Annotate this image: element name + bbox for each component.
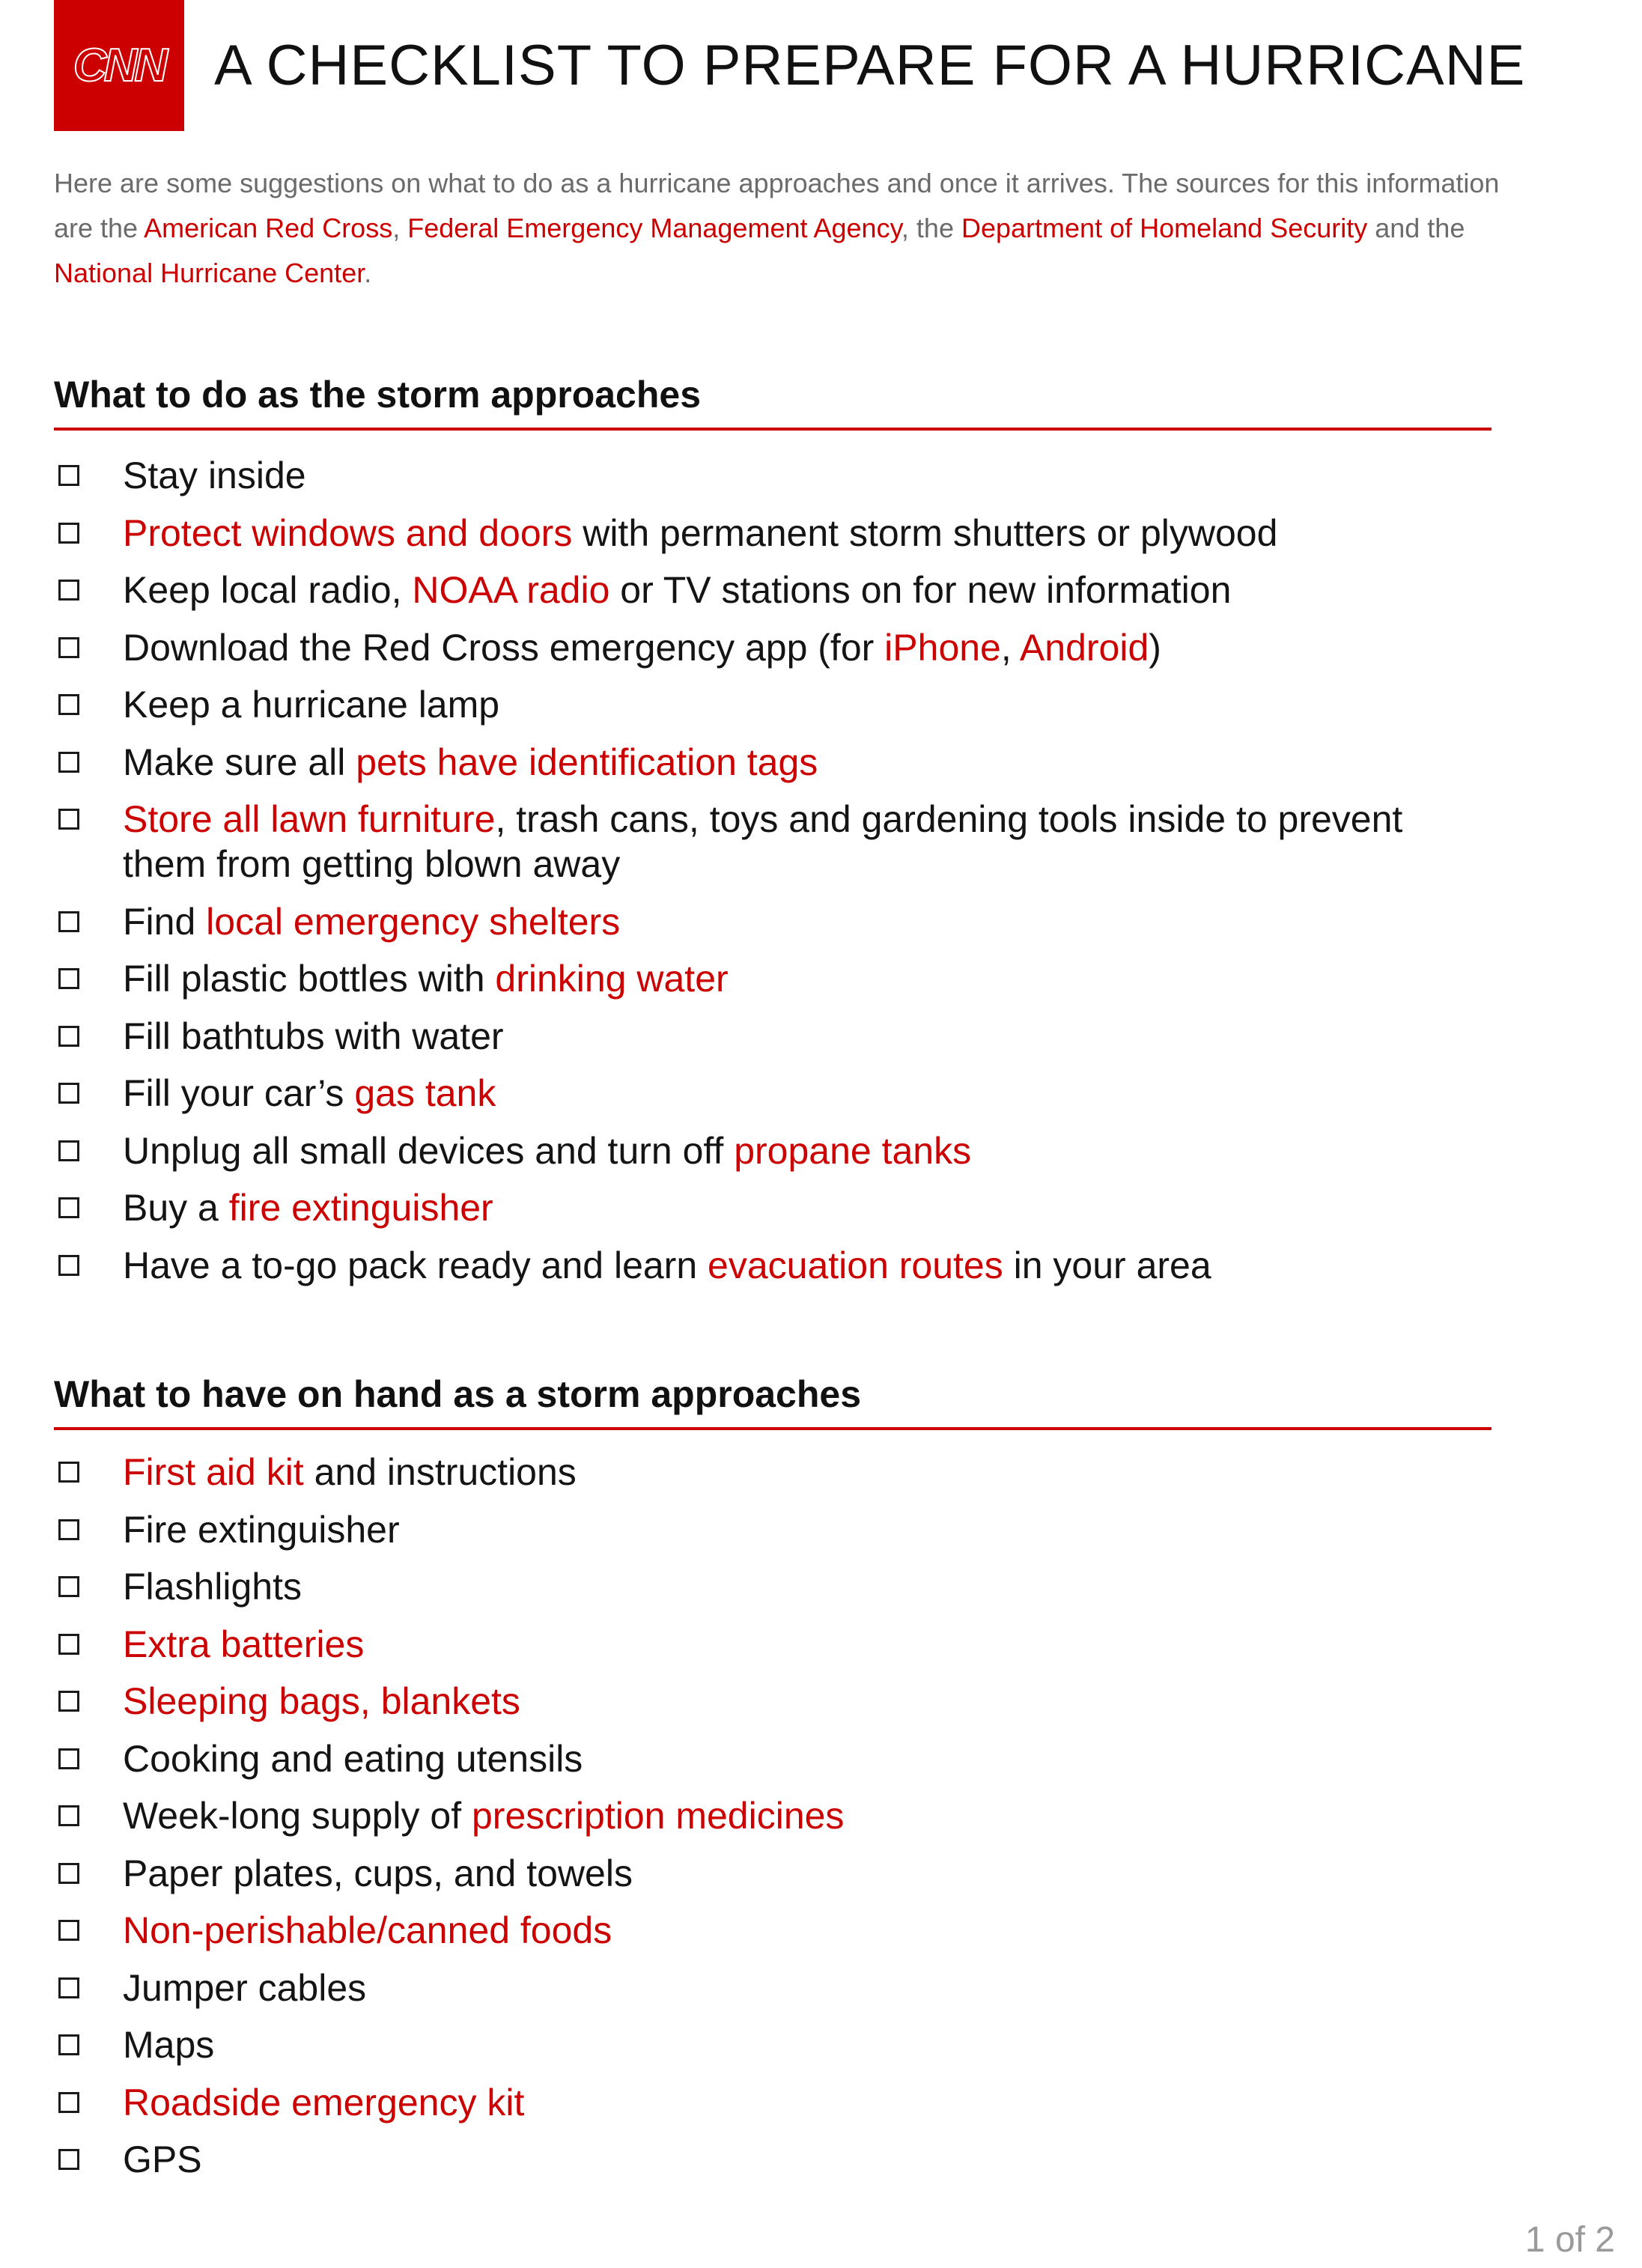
checkbox-icon[interactable] <box>58 1977 79 1998</box>
checklist <box>54 1450 1492 2182</box>
text-segment: Here are some suggestions on what to do as a hurricane approaches and once it arrives. The sources for this information are the <box>54 168 1500 243</box>
source-link[interactable]: Department of Homeland Security <box>961 213 1368 243</box>
source-link[interactable]: local emergency shelters <box>206 900 621 943</box>
checklist-item-text <box>123 956 1492 1001</box>
checkbox-icon[interactable] <box>58 809 79 830</box>
checklist-item <box>54 2137 1492 2182</box>
checklist-item-text <box>123 1450 1492 1495</box>
checklist-item-text <box>123 2080 1492 2125</box>
checkbox-icon[interactable] <box>58 2149 79 2170</box>
checklist-item <box>54 740 1492 785</box>
checklist-item-text <box>123 1185 1492 1230</box>
page-title: A CHECKLIST TO PREPARE FOR A HURRICANE <box>214 34 1526 97</box>
checklist-item <box>54 1851 1492 1896</box>
text-segment: Paper plates, cups, and towels <box>123 1852 633 1894</box>
source-link[interactable]: Android <box>1019 626 1149 669</box>
checklist-item <box>54 625 1492 670</box>
checklist-item <box>54 453 1492 498</box>
checklist-item-text <box>123 453 1492 498</box>
checklist-item <box>54 797 1492 887</box>
checkbox-icon[interactable] <box>58 523 79 544</box>
checklist-item-text <box>123 1071 1492 1116</box>
checklist-item <box>54 1736 1492 1781</box>
checkbox-icon[interactable] <box>58 2092 79 2113</box>
checklist-item-text <box>123 1793 1492 1838</box>
text-segment: Maps <box>123 2024 215 2066</box>
checkbox-icon[interactable] <box>58 1691 79 1712</box>
checklist-item-text <box>123 1679 1492 1724</box>
checklist-item-text <box>123 1128 1492 1173</box>
checkbox-icon[interactable] <box>58 1462 79 1483</box>
text-segment: Keep a hurricane lamp <box>123 684 500 726</box>
checklist-item-text <box>123 1851 1492 1896</box>
checkbox-icon[interactable] <box>58 2034 79 2055</box>
text-segment: Jumper cables <box>123 1966 367 2009</box>
checklist-item <box>54 2022 1492 2067</box>
text-segment: and instructions <box>303 1451 577 1493</box>
text-segment: Week-long supply of <box>123 1795 472 1837</box>
checklist-item-text <box>123 1736 1492 1781</box>
section-have-on-hand <box>54 1370 1492 2195</box>
checklist-item-text <box>123 511 1492 556</box>
source-link[interactable]: gas tank <box>354 1072 496 1114</box>
section-heading: What to do as the storm approaches <box>54 371 1492 431</box>
text-segment: GPS <box>123 2138 202 2180</box>
text-segment: Fire extinguisher <box>123 1508 400 1551</box>
checklist-item-text <box>123 2137 1492 2182</box>
text-segment: , <box>1000 626 1020 669</box>
checklist-item <box>54 1507 1492 1552</box>
checklist-item <box>54 682 1492 727</box>
checkbox-icon[interactable] <box>58 968 79 989</box>
checklist-item-text <box>123 1908 1492 1953</box>
source-link[interactable]: NOAA radio <box>412 569 610 611</box>
checklist-item-text <box>123 899 1492 944</box>
source-link[interactable]: iPhone <box>884 626 1001 669</box>
source-link[interactable]: evacuation routes <box>708 1244 1003 1286</box>
checklist-item <box>54 1071 1492 1116</box>
checkbox-icon[interactable] <box>58 1026 79 1047</box>
checklist <box>54 453 1492 1288</box>
checklist-item <box>54 1243 1492 1288</box>
section-heading: What to have on hand as a storm approaches <box>54 1370 1492 1430</box>
source-link[interactable]: prescription medicines <box>472 1795 845 1837</box>
checkbox-icon[interactable] <box>58 1748 79 1769</box>
text-segment: . <box>364 258 372 288</box>
checklist-item <box>54 1793 1492 1838</box>
text-segment: Download the Red Cross emergency app (for <box>123 626 885 669</box>
checklist-item-text <box>123 682 1492 727</box>
checklist-item <box>54 1622 1492 1667</box>
text-segment: Fill bathtubs with water <box>123 1015 504 1057</box>
checklist-item <box>54 1450 1492 1495</box>
logo-text: CNN <box>73 40 165 91</box>
checkbox-icon[interactable] <box>58 911 79 932</box>
checklist-item <box>54 1564 1492 1609</box>
source-link[interactable]: Store all lawn furniture <box>123 798 496 840</box>
checklist-item <box>54 899 1492 944</box>
text-segment: with permanent storm shutters or plywood <box>572 511 1278 554</box>
text-segment: Unplug all small devices and turn off <box>123 1129 735 1172</box>
text-segment: , <box>392 213 408 243</box>
source-link[interactable]: Roadside emergency kit <box>123 2081 525 2123</box>
page-header <box>54 0 1525 131</box>
checkbox-icon[interactable] <box>58 1863 79 1884</box>
checklist-item-text <box>123 1014 1492 1059</box>
checklist-item <box>54 511 1492 556</box>
checkbox-icon[interactable] <box>58 465 79 486</box>
checkbox-icon[interactable] <box>58 1634 79 1655</box>
checklist-item <box>54 1679 1492 1724</box>
checkbox-icon[interactable] <box>58 1197 79 1218</box>
checklist-item <box>54 1908 1492 1953</box>
checkbox-icon[interactable] <box>58 752 79 773</box>
text-segment: or TV stations on for new information <box>609 569 1232 611</box>
checkbox-icon[interactable] <box>58 1576 79 1597</box>
page-number: 1 of 2 <box>1524 2220 1615 2260</box>
checklist-item-text <box>123 1243 1492 1288</box>
intro-paragraph <box>54 161 1521 296</box>
checklist-item-text <box>123 1622 1492 1667</box>
checklist-item <box>54 1128 1492 1173</box>
text-segment: Make sure all <box>123 741 356 783</box>
checklist-item-text <box>123 568 1492 612</box>
checklist-item-text <box>123 2022 1492 2067</box>
source-link[interactable]: Sleeping bags, blankets <box>123 1680 520 1722</box>
checklist-item <box>54 568 1492 612</box>
checkbox-icon[interactable] <box>58 1805 79 1826</box>
text-segment: Fill your car’s <box>123 1072 355 1114</box>
text-segment: Keep local radio, <box>123 569 413 611</box>
source-link[interactable]: Non-perishable/canned foods <box>123 1909 612 1951</box>
text-segment: in your area <box>1003 1244 1211 1286</box>
text-segment: Fill plastic bottles with <box>123 958 496 1000</box>
checklist-item-text <box>123 797 1492 887</box>
cnn-logo[interactable] <box>54 0 184 131</box>
checklist-item <box>54 2080 1492 2125</box>
section-storm-approaches <box>54 371 1492 1300</box>
text-segment: , the <box>901 213 961 243</box>
text-segment: Cooking and eating utensils <box>123 1737 583 1780</box>
text-segment: Find <box>123 900 207 943</box>
source-link[interactable]: Extra batteries <box>123 1623 365 1665</box>
checkbox-icon[interactable] <box>58 580 79 601</box>
checkbox-icon[interactable] <box>58 694 79 715</box>
checklist-item <box>54 1966 1492 2010</box>
source-link[interactable]: propane tanks <box>734 1129 972 1172</box>
text-segment: ) <box>1149 626 1161 669</box>
text-segment: Stay inside <box>123 454 306 496</box>
checkbox-icon[interactable] <box>58 1255 79 1276</box>
text-segment: Have a to-go pack ready and learn <box>123 1244 708 1286</box>
checklist-item <box>54 1185 1492 1230</box>
checklist-item <box>54 1014 1492 1059</box>
text-segment: , trash cans, toys and gardening tools inside to prevent them from getting blown away <box>123 798 1403 885</box>
checkbox-icon[interactable] <box>58 637 79 658</box>
checklist-item-text <box>123 740 1492 785</box>
checkbox-icon[interactable] <box>58 1519 79 1540</box>
checkbox-icon[interactable] <box>58 1083 79 1104</box>
source-link[interactable]: pets have identification tags <box>356 741 818 783</box>
source-link[interactable]: American Red Cross <box>144 213 393 243</box>
checklist-item-text <box>123 1966 1492 2010</box>
source-link[interactable]: National Hurricane Center <box>54 258 365 288</box>
checklist-item-text <box>123 625 1492 670</box>
source-link[interactable]: drinking water <box>495 958 729 1000</box>
checklist-item-text <box>123 1564 1492 1609</box>
source-link[interactable]: fire extinguisher <box>228 1187 493 1229</box>
checklist-item <box>54 956 1492 1001</box>
checkbox-icon[interactable] <box>58 1920 79 1941</box>
text-segment: Flashlights <box>123 1566 302 1608</box>
source-link[interactable]: Federal Emergency Management Agency <box>407 213 901 243</box>
text-segment: Buy a <box>123 1187 229 1229</box>
source-link[interactable]: Protect windows and doors <box>123 511 573 554</box>
source-link[interactable]: First aid kit <box>123 1451 304 1493</box>
checklist-item-text <box>123 1507 1492 1552</box>
text-segment: and the <box>1367 213 1465 243</box>
checkbox-icon[interactable] <box>58 1140 79 1161</box>
